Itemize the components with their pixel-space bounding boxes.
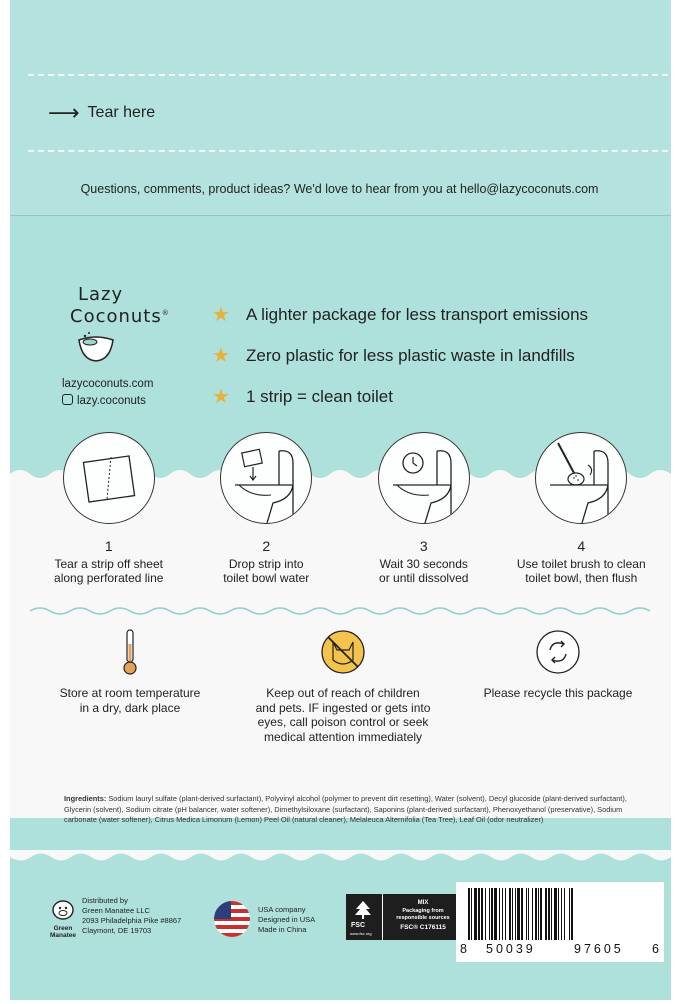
step-text-line2: toilet bowl, then flush: [525, 571, 638, 585]
step-text-line1: Tear a strip off sheet: [54, 557, 163, 571]
safety-line1: Keep out of reach of children: [266, 686, 420, 700]
steps-row: [30, 432, 660, 585]
perforation-line-top: [28, 74, 668, 76]
keep-away-from-pets-icon: [319, 628, 367, 676]
origin-line3: Made in China: [258, 925, 307, 934]
distributor-line3: 2093 Philadelphia Pike #8867: [82, 916, 182, 925]
feature-item: [212, 294, 588, 335]
step-text-line2: toilet bowl water: [223, 571, 310, 585]
star-icon: ★: [212, 345, 230, 367]
feature-item: [212, 335, 588, 376]
storage-tip: [30, 628, 230, 715]
fsc-mix: MIX: [417, 900, 429, 906]
contact-text: Questions, comments, product ideas? We'd love to hear from you at hello@lazycoconuts.com: [80, 182, 599, 196]
distributor-line4: Claymont, DE 19703: [82, 926, 152, 935]
safety-line2: and pets. IF ingested or gets into: [255, 700, 431, 715]
drop-strip-illustration: [220, 432, 312, 524]
step-number: 4: [577, 538, 586, 554]
barcode-bar: [573, 888, 575, 940]
tear-here: [48, 100, 156, 125]
fsc-desc1: Packaging from: [402, 908, 444, 914]
arrow-right-icon: ⟶: [48, 100, 80, 125]
step-text-line1: Drop strip into: [228, 557, 304, 571]
feature-text: A lighter package for less transport emissions: [246, 304, 589, 324]
instagram-handle[interactable]: lazy.coconuts: [77, 395, 146, 407]
website-link[interactable]: lazycoconuts.com: [62, 378, 154, 390]
feature-text: 1 strip = clean toilet: [246, 386, 393, 406]
step-number: 1: [104, 538, 113, 554]
star-icon: ★: [212, 304, 230, 326]
distributor-line2: Green Manatee LLC: [82, 906, 150, 915]
usa-flag-icon: [214, 901, 250, 937]
step-1: [30, 432, 188, 585]
safety-line3: eyes, call poison control or seek: [257, 715, 429, 729]
barcode-digits-right: 97605: [574, 942, 624, 956]
step-3: [345, 432, 503, 585]
fsc-tree-icon: [352, 899, 374, 921]
logo-line1: Lazy: [78, 284, 124, 305]
brush-illustration: [535, 432, 627, 524]
barcode: [456, 882, 664, 962]
step-2: [188, 432, 346, 585]
coconut-bowl-icon: [76, 330, 116, 364]
ingredients: [64, 794, 634, 826]
feature-list: [212, 294, 588, 417]
step-4: [503, 432, 661, 585]
step-number: 3: [419, 538, 428, 554]
barcode-digits-left: 50039: [486, 942, 536, 956]
green-manatee-logo: [49, 898, 77, 939]
feature-item: [212, 376, 588, 417]
feature-text: Zero plastic for less plastic waste in landfills: [246, 345, 575, 365]
step-number: 2: [262, 538, 271, 554]
manatee-icon: [51, 898, 75, 920]
recycle-icon: [534, 628, 582, 676]
gm-logo-text2: Manatee: [49, 932, 76, 939]
thermometer-icon: [120, 628, 140, 676]
gm-logo-text1: Green: [53, 925, 73, 932]
safety-line4: medical attention immediately: [263, 729, 423, 744]
ingredients-label: Ingredients:: [64, 794, 107, 803]
step-text-line1: Wait 30 seconds: [379, 557, 468, 571]
wait-illustration: [378, 432, 470, 524]
step-text-line2: or until dissolved: [379, 571, 469, 585]
barcode-bars: [468, 888, 652, 940]
brand-logo: [70, 284, 170, 369]
tear-here-label: Tear here: [87, 104, 156, 121]
origin-line1: USA company: [258, 905, 306, 914]
social-links: [62, 376, 153, 410]
logo-registered: ®: [161, 309, 170, 317]
step-text-line2: along perforated line: [54, 571, 164, 585]
fsc-desc2: responsible sources: [396, 914, 450, 921]
fsc-code: FSC® C176115: [400, 924, 446, 931]
safety-tip: [238, 628, 448, 744]
wave-divider-bottom: [10, 850, 671, 864]
tear-strip-illustration: [63, 432, 155, 524]
recycle-text: Please recycle this package: [483, 686, 633, 700]
distributor-line1: Distributed by: [82, 896, 128, 905]
fsc-brand: FSC: [351, 922, 365, 929]
storage-line1: Store at room temperature: [59, 686, 201, 700]
fsc-label: [346, 894, 464, 940]
origin-line2: Designed in USA: [258, 915, 316, 924]
recycle-tip: [458, 628, 658, 701]
wave-divider-middle: [10, 604, 671, 618]
perforation-line-bottom: [28, 150, 668, 152]
instagram-icon: [62, 394, 73, 405]
barcode-digit-first: 8: [460, 942, 470, 956]
fsc-site: www.fsc.org: [350, 931, 372, 936]
logo-line2: Coconuts: [70, 306, 162, 327]
star-icon: ★: [212, 386, 230, 408]
ingredients-text: Sodium lauryl sulfate (plant-derived surfactant), Polyvinyl alcohol (polymer to prevent dirt resetting), Water (solvent), Decyl glucoside (plant-derived surfactant), Glycerin (solvent), Sodium citrate (pH balancer, water softener), Dimethylsiloxane (surfactant), Saponins (plant-derived surfactant), Phenoxyethanol (preservative), Sodium carbonate (water softener), Citrus Medica Limonum (Lemon) Peel Oil (natural cleaner), Melaleuca Alternifolia (Tea Tree), Leaf Oil (odor neutralizer): [64, 794, 627, 824]
storage-line2: in a dry, dark place: [79, 700, 181, 715]
step-text-line1: Use toilet brush to clean: [516, 557, 646, 571]
barcode-digit-last: 6: [652, 942, 662, 956]
